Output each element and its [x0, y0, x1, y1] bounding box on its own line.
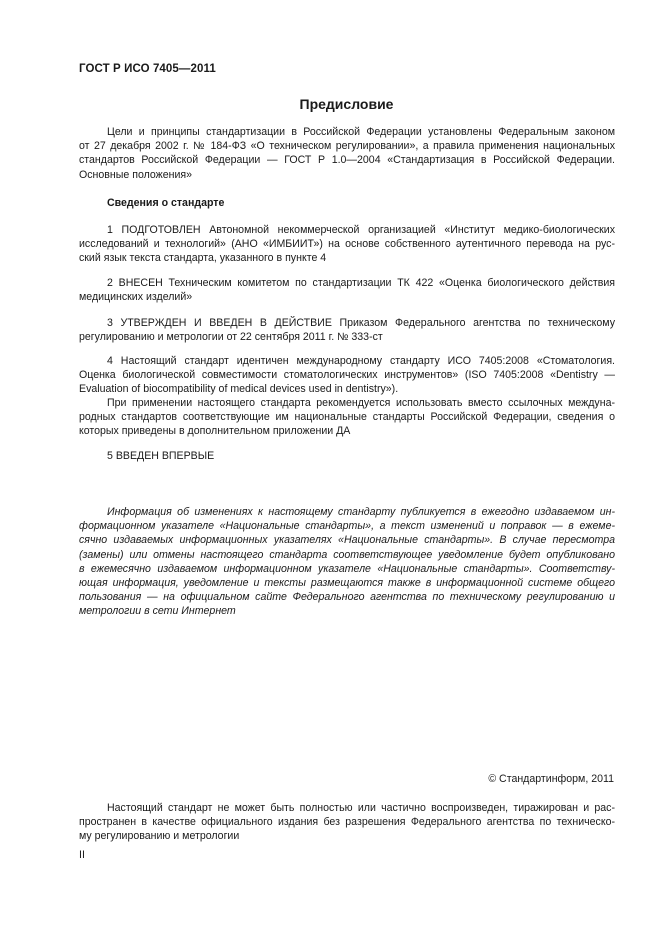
- reproduction-paragraph: [79, 801, 615, 844]
- item-4-note-paragraph: [79, 396, 615, 439]
- notice-line: в ежемесячно издаваемом информационном указателе «Национальные стандарты». Соответству-: [79, 562, 615, 575]
- intro-line: Цели и принципы стандартизации в Российской Федерации установлены Федеральным законом: [107, 126, 615, 138]
- section-subheading: Сведения о стандарте: [107, 197, 225, 209]
- reproduction-line: пространен в качестве официального издания без разрешения Федерального агентства по техническо-: [79, 816, 615, 829]
- page-title: Предисловие: [299, 96, 394, 112]
- item-4-line: 4 Настоящий стандарт идентичен международному стандарту ИСО 7405:2008 «Стоматология.: [107, 355, 615, 367]
- item-4-line: Оценка биологической совместимости стоматологических инструментов» (ISO 7405:2008 «Dentistry —: [79, 369, 615, 382]
- intro-line: Основные положения»: [79, 168, 193, 181]
- intro-paragraph: [79, 125, 615, 182]
- page-number: II: [79, 849, 85, 861]
- standard-code: ГОСТ Р ИСО 7405—2011: [79, 63, 216, 75]
- notice-line: формационном указателе «Национальные стандарты», а текст изменений и поправок — в ежеме-: [79, 520, 615, 533]
- item-4-note-line: При применении настоящего стандарта рекомендуется использовать вместо ссылочных междуна-: [107, 397, 615, 409]
- notice-line: пользования — на официальном сайте Федерального агентства по техническому регулированию и: [79, 591, 615, 604]
- item-5-paragraph: [79, 449, 615, 463]
- item-4-note-line: родных стандартов соответствующие им национальные стандарты Российской Федерации, сведения о: [79, 411, 615, 424]
- item-4-paragraph: [79, 354, 615, 397]
- item-1-line: 1 ПОДГОТОВЛЕН Автономной некоммерческой организацией «Институт медико-биологических: [107, 224, 615, 236]
- intro-line: стандартов Российской Федерации — ГОСТ Р 1.0—2004 «Стандартизация в Российской Федерации.: [79, 154, 615, 167]
- item-3-line: 3 УТВЕРЖДЕН И ВВЕДЕН В ДЕЙСТВИЕ Приказом Федерального агентства по техническому: [107, 317, 615, 329]
- item-1-line: исследований и технологий» (АНО «ИМБИИТ») на основе собственного аутентичного перевода на рус-: [79, 238, 615, 251]
- item-5-line: 5 ВВЕДЕН ВПЕРВЫЕ: [107, 450, 215, 462]
- item-1-paragraph: [79, 223, 615, 266]
- reproduction-line: му регулированию и метрологии: [79, 830, 240, 843]
- item-4-line: Evaluation of biocompatibility of medical devices used in dentistry»).: [79, 383, 399, 396]
- reproduction-line: Настоящий стандарт не может быть полностью или частично воспроизведен, тиражирован и рас-: [107, 802, 615, 814]
- item-1-line: ский язык текста стандарта, указанного в пункте 4: [79, 252, 327, 265]
- copyright-line: © Стандартинформ, 2011: [488, 773, 614, 785]
- item-3-paragraph: [79, 316, 615, 344]
- item-3-line: регулированию и метрологии от 22 сентября 2011 г. № 333-ст: [79, 331, 383, 344]
- intro-line: от 27 декабря 2002 г. № 184-ФЗ «О техническом регулировании», а правила применения национальных: [79, 140, 615, 153]
- notice-line: ющая информация, уведомление и тексты размещаются также в информационной системе общего: [79, 577, 615, 590]
- item-4-note-line: которых приведены в дополнительном приложении ДА: [79, 425, 351, 438]
- item-2-line: медицинских изделий»: [79, 291, 193, 304]
- notice-paragraph: [79, 505, 615, 619]
- notice-line: (замены) или отмены настоящего стандарта соответствующее уведомление будет опубликовано: [79, 548, 615, 561]
- item-2-paragraph: [79, 276, 615, 304]
- notice-line: сячно издаваемых информационных указателях «Национальные стандарты». В случае пересмотра: [79, 534, 615, 547]
- item-2-line: 2 ВНЕСЕН Техническим комитетом по стандартизации ТК 422 «Оценка биологического действия: [107, 277, 615, 289]
- notice-line: Информация об изменениях к настоящему стандарту публикуется в ежегодно издаваемом ин-: [107, 506, 615, 518]
- notice-line: метрологии в сети Интернет: [79, 605, 236, 618]
